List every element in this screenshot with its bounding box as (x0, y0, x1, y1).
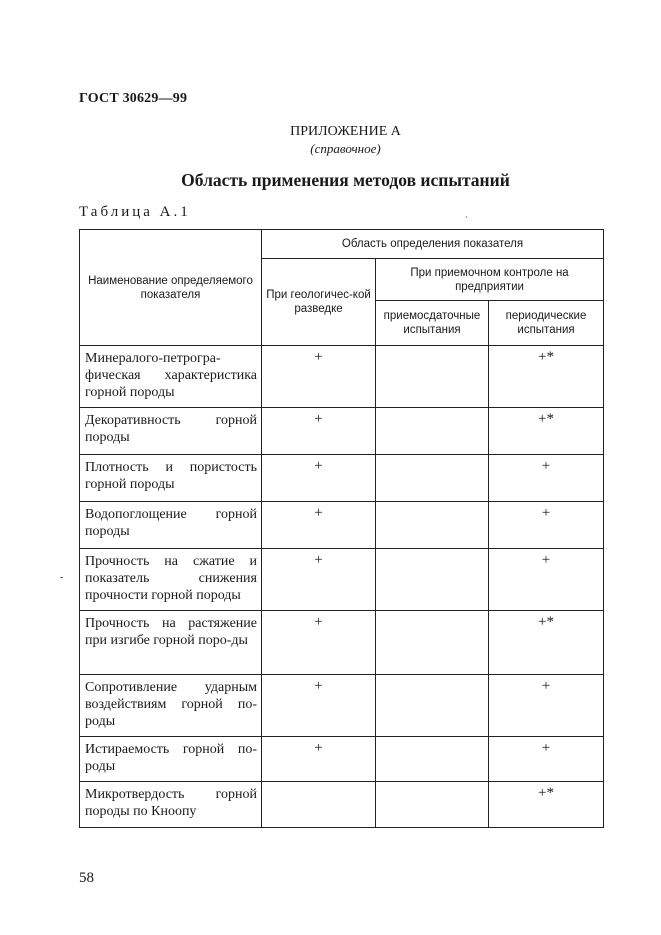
row-geological-mark: + (262, 408, 376, 455)
page-number: 58 (79, 870, 94, 886)
header-acceptance-tests-label: приемосдаточные испытания (383, 310, 481, 336)
scan-mark: - (60, 572, 64, 583)
row-acceptance-mark (376, 675, 489, 737)
row-periodic-mark: + (489, 737, 604, 782)
row-geological-mark: + (262, 455, 376, 502)
table-row (80, 549, 604, 611)
row-periodic-mark: +* (489, 782, 604, 828)
row-indicator-name: Декоративность горной породы (80, 408, 262, 455)
row-indicator-name: Прочность на сжатие и показатель снижения прочности горной породы (80, 549, 262, 611)
row-geological-mark (262, 782, 376, 828)
row-periodic-mark: + (489, 675, 604, 737)
row-geological-mark: + (262, 611, 376, 675)
header-acceptance-control (376, 259, 604, 301)
row-geological-mark: + (262, 737, 376, 782)
table-row (80, 346, 604, 408)
row-indicator-name: Микротвердость горной породы по Кноопу (80, 782, 262, 828)
row-geological-mark: + (262, 502, 376, 549)
table-row (80, 737, 604, 782)
header-acceptance-tests (376, 301, 489, 346)
table-caption: Таблица А.1 (79, 204, 191, 220)
table-row (80, 611, 604, 675)
row-indicator-name: Прочность на растяжение при изгибе горной поро-ды (80, 611, 262, 675)
row-acceptance-mark (376, 502, 489, 549)
row-periodic-mark: + (489, 549, 604, 611)
header-scope (262, 230, 604, 259)
row-geological-mark: + (262, 549, 376, 611)
header-indicator-label: Наименование определяемого показателя (88, 274, 253, 301)
row-periodic-mark: + (489, 455, 604, 502)
appendix-subtitle: (справочное) (310, 141, 381, 156)
row-acceptance-mark (376, 549, 489, 611)
header-scope-label: Область определения показателя (341, 238, 524, 250)
table-row (80, 455, 604, 502)
row-acceptance-mark (376, 611, 489, 675)
row-acceptance-mark (376, 455, 489, 502)
row-periodic-mark: +* (489, 408, 604, 455)
row-periodic-mark: +* (489, 346, 604, 408)
table-row (80, 502, 604, 549)
row-indicator-name: Сопротивление ударным воздействиям горной по-роды (80, 675, 262, 737)
row-indicator-name: Истираемость горной по-роды (80, 737, 262, 782)
row-indicator-name: Плотность и пористость горной породы (80, 455, 262, 502)
scan-mark: ˎ (465, 208, 468, 218)
standard-header: ГОСТ 30629—99 (79, 91, 188, 106)
header-geological-label: При геологичес-кой разведке (266, 289, 371, 315)
row-acceptance-mark (376, 408, 489, 455)
table-row (80, 782, 604, 828)
document-title: Область применения методов испытаний (181, 170, 510, 190)
appendix-title: ПРИЛОЖЕНИЕ А (290, 124, 401, 139)
row-periodic-mark: + (489, 502, 604, 549)
row-acceptance-mark (376, 346, 489, 408)
row-periodic-mark: +* (489, 611, 604, 675)
table-row (80, 408, 604, 455)
row-geological-mark: + (262, 346, 376, 408)
header-periodic-tests-label: периодические испытания (505, 310, 587, 336)
row-indicator-name: Минералого-петрогра-фическая характеристика горной породы (80, 346, 262, 408)
row-acceptance-mark (376, 782, 489, 828)
header-geological (262, 259, 376, 346)
header-acceptance-control-label: При приемочном контроле на предприятии (410, 266, 569, 293)
row-indicator-name: Водопоглощение горной породы (80, 502, 262, 549)
header-periodic-tests (489, 301, 604, 346)
row-acceptance-mark (376, 737, 489, 782)
methods-table (79, 229, 604, 828)
row-geological-mark: + (262, 675, 376, 737)
table-row (80, 675, 604, 737)
header-indicator (80, 230, 262, 346)
